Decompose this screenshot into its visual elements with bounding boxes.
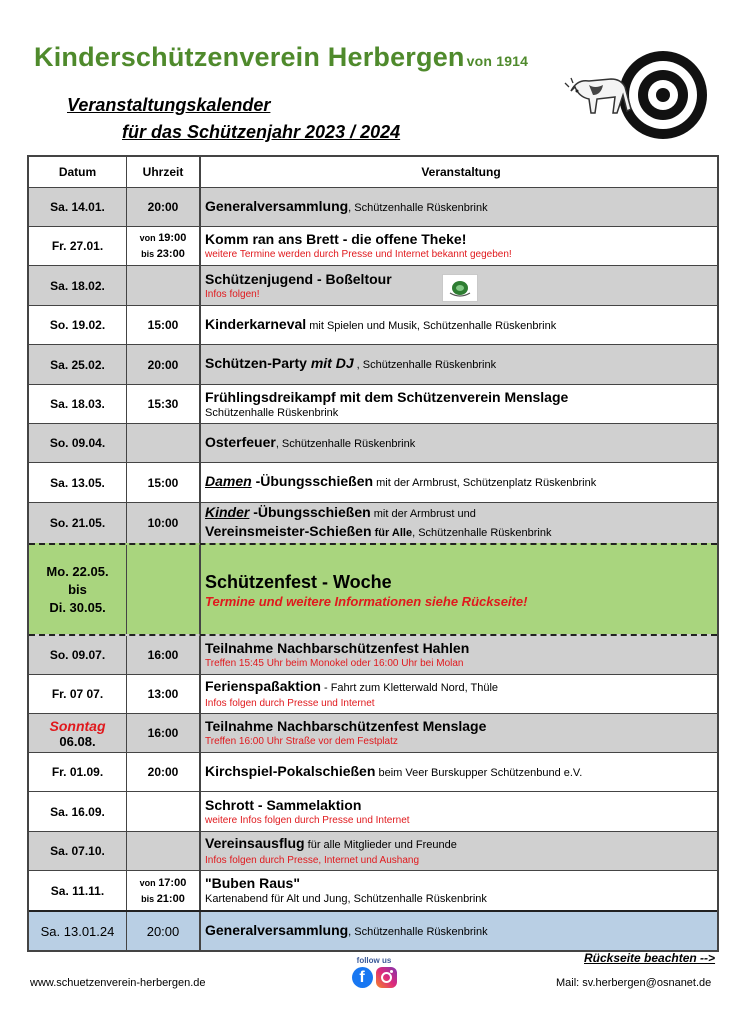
club-title (34, 42, 528, 73)
event-time: 20:00 (127, 188, 201, 226)
event-time: 15:00 (127, 463, 201, 502)
table-row (29, 910, 717, 950)
table-row (29, 462, 717, 502)
social-follow (349, 956, 399, 988)
table-row (29, 870, 717, 910)
table-row (29, 752, 717, 791)
event-title: Frühlingsdreikampf mit dem Schützenverein Menslage (205, 388, 569, 405)
event-time: 20:00 (127, 912, 201, 950)
event-title: Schützen-Party mit DJ , Schützenhalle Rüskenbrink (205, 355, 497, 371)
event-date: Sa. 25.02. (29, 345, 127, 384)
column-header-date: Datum (29, 157, 127, 187)
event-date: Sa. 18.03. (29, 385, 127, 423)
target-cow-logo (559, 33, 714, 156)
event-time: von 19:00 bis 23:00 (127, 227, 201, 265)
event-time: 15:00 (127, 306, 201, 344)
event-title-line2: Vereinsmeister-Schießen für Alle, Schützenhalle Rüskenbrink (205, 523, 552, 539)
event-title: Damen -Übungsschießen mit der Armbrust, Schützenplatz Rüskenbrink (205, 473, 597, 489)
table-row (29, 634, 717, 674)
event-date: So. 09.07. (29, 636, 127, 674)
table-header-row (29, 157, 717, 187)
table-row (29, 502, 717, 543)
table-row (29, 384, 717, 423)
event-note: Treffen 16:00 Uhr Straße vor dem Festplatz (205, 736, 398, 747)
event-title: Kinderkarneval mit Spielen und Musik, Schützenhalle Rüskenbrink (205, 315, 557, 332)
event-title: Schrott - Sammelaktion (205, 796, 362, 813)
event-note: Infos folgen durch Presse und Internet (205, 698, 375, 709)
event-title: Kinder -Übungsschießen mit der Armbrust und (205, 504, 476, 520)
event-date: So. 21.05. (29, 503, 127, 543)
event-time: 15:30 (127, 385, 201, 423)
event-time: 16:00 (127, 636, 201, 674)
event-date: Sa. 18.02. (29, 266, 127, 305)
event-time: 13:00 (127, 675, 201, 713)
table-row (29, 305, 717, 344)
event-note: Infos folgen! (205, 288, 260, 300)
event-time (127, 424, 201, 462)
backside-note: Rückseite beachten --> (584, 951, 716, 965)
column-header-time: Uhrzeit (127, 157, 201, 187)
event-time (127, 832, 201, 870)
event-date: Sa. 16.09. (29, 792, 127, 831)
event-note: Treffen 15:45 Uhr beim Monokel oder 16:00 Uhr bei Molan (205, 658, 464, 669)
follow-label: follow us (356, 956, 392, 965)
event-time: 10:00 (127, 503, 201, 543)
event-note: Infos folgen durch Presse, Internet und Aushang (205, 855, 420, 866)
club-name: Kinderschützenverein Herbergen (34, 42, 465, 72)
event-time: 20:00 (127, 345, 201, 384)
facebook-icon[interactable]: f (352, 967, 373, 988)
calendar-year: für das Schützenjahr 2023 / 2024 (122, 122, 401, 142)
event-date: Sa. 14.01. (29, 188, 127, 226)
calendar-heading: Veranstaltungskalender (67, 95, 271, 115)
event-time (127, 792, 201, 831)
event-title: Generalversammlung, Schützenhalle Rüskenbrink (205, 197, 488, 214)
event-time: 20:00 (127, 753, 201, 791)
event-date: Fr. 01.09. (29, 753, 127, 791)
table-row (29, 674, 717, 713)
event-note: weitere Infos folgen durch Presse und Internet (205, 814, 410, 826)
event-title: Teilnahme Nachbarschützenfest Hahlen (205, 640, 470, 656)
event-date: So. 19.02. (29, 306, 127, 344)
column-header-event: Veranstaltung (421, 165, 501, 179)
event-note: Termine und weitere Informationen siehe Rückseite! (205, 594, 528, 609)
event-time (127, 545, 201, 634)
event-date: Sa. 07.10. (29, 832, 127, 870)
event-time: von 17:00 bis 21:00 (127, 871, 201, 910)
event-date: Sa. 11.11. (29, 871, 127, 910)
event-note: weitere Termine werden durch Presse und Internet bekannt gegeben! (205, 249, 512, 260)
event-date: Sonntag 06.08. (29, 714, 127, 752)
club-since: von 1914 (466, 53, 529, 69)
event-title: Komm ran ans Brett - die offene Theke! (205, 231, 467, 247)
table-row-highlight (29, 543, 717, 634)
website-link[interactable]: www.schuetzenverein-herbergen.de (30, 977, 206, 989)
bosseltour-icon (442, 274, 478, 302)
event-date: Mo. 22.05. bis Di. 30.05. (29, 545, 127, 634)
table-row (29, 187, 717, 226)
event-date: Fr. 27.01. (29, 227, 127, 265)
event-date: Fr. 07 07. (29, 675, 127, 713)
event-title: Schützenfest - Woche (205, 572, 392, 592)
table-row (29, 791, 717, 831)
event-date: Sa. 13.01.24 (29, 912, 127, 950)
event-title: Generalversammlung, Schützenhalle Rüskenbrink (205, 921, 488, 938)
event-title: Schützenjugend - Boßeltour (205, 270, 392, 287)
event-time: 16:00 (127, 714, 201, 752)
instagram-icon[interactable] (376, 967, 397, 988)
table-row (29, 713, 717, 752)
event-title: Ferienspaßaktion - Fahrt zum Kletterwald Nord, Thüle (205, 678, 499, 694)
event-date: So. 09.04. (29, 424, 127, 462)
table-row (29, 423, 717, 462)
event-title: Kirchspiel-Pokalschießen beim Veer Burskupper Schützenbund e.V. (205, 762, 583, 779)
table-row (29, 831, 717, 870)
table-row (29, 344, 717, 384)
table-row (29, 226, 717, 265)
event-title: Teilnahme Nachbarschützenfest Menslage (205, 718, 487, 734)
event-time (127, 266, 201, 305)
event-title: Vereinsausflug für alle Mitglieder und Freunde (205, 835, 457, 851)
table-row (29, 265, 717, 305)
event-title: "Buben Raus" (205, 875, 300, 891)
event-title: Osterfeuer, Schützenhalle Rüskenbrink (205, 433, 416, 450)
event-date: Sa. 13.05. (29, 463, 127, 502)
event-location: Schützenhalle Rüskenbrink (205, 406, 339, 419)
contact-email[interactable]: Mail: sv.herbergen@osnanet.de (556, 977, 712, 989)
event-location: Kartenabend für Alt und Jung, Schützenhalle Rüskenbrink (205, 893, 487, 905)
